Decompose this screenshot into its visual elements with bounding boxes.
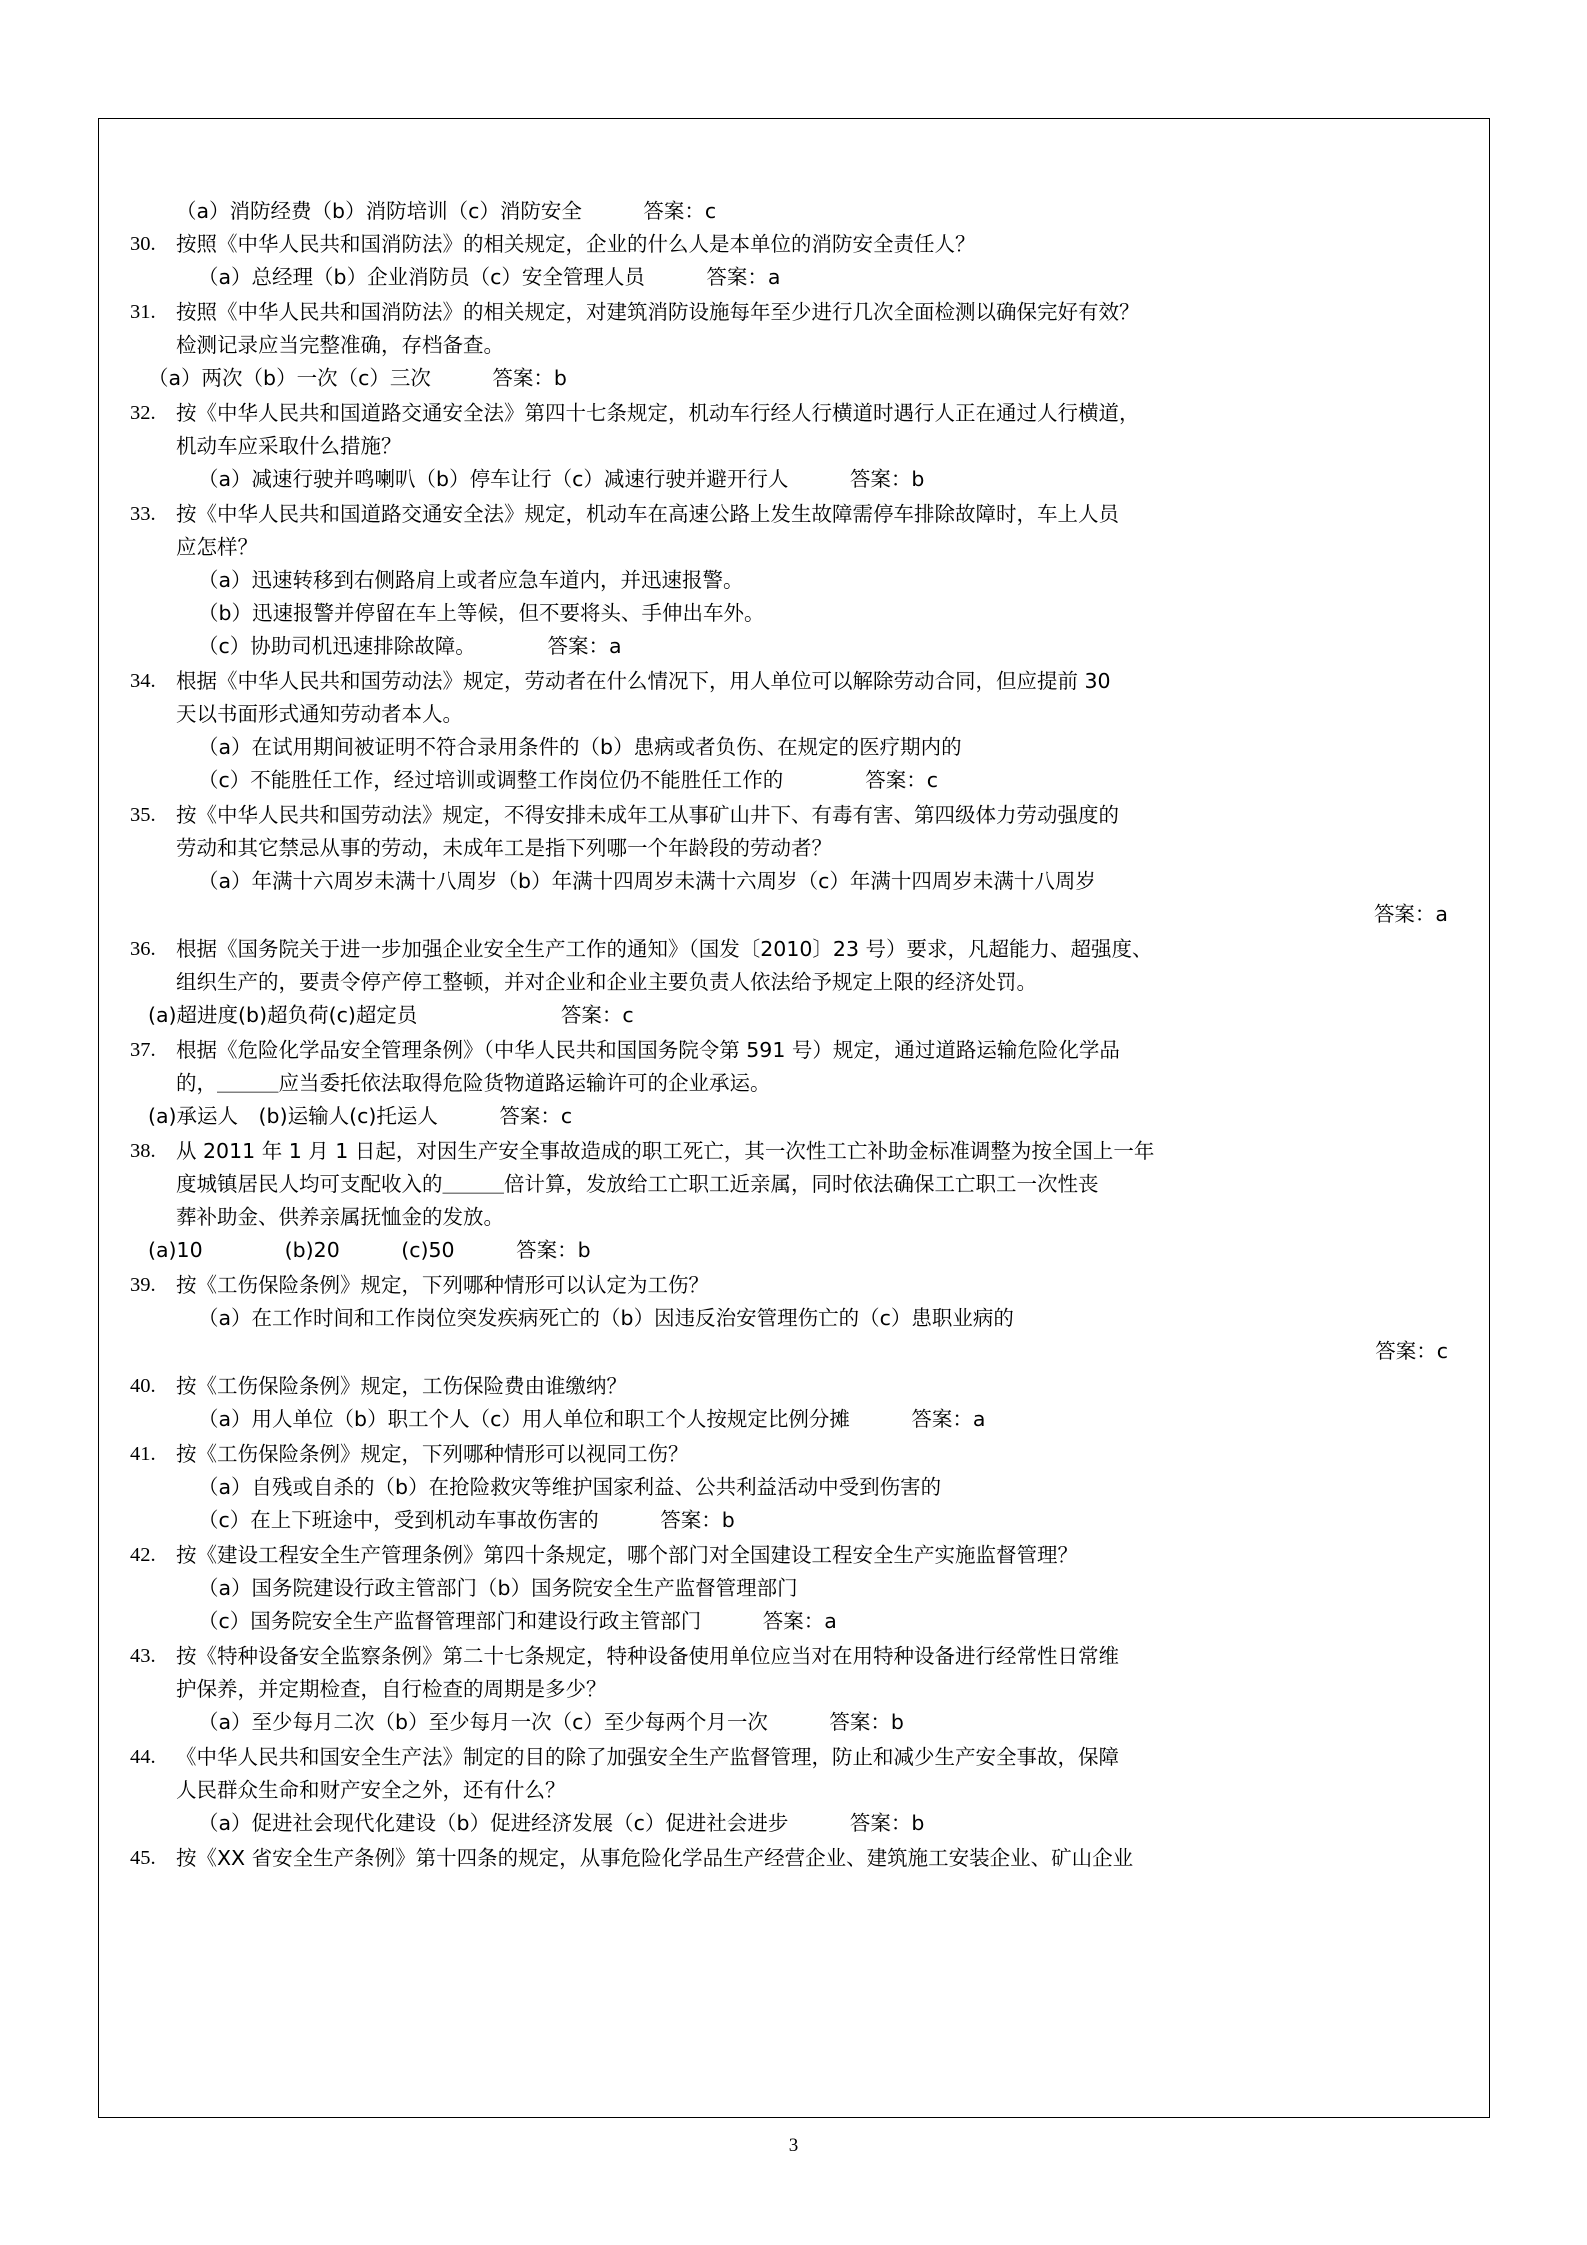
question-body [148,1034,1460,1133]
question-body [176,1842,1460,1875]
question-item [130,1640,1460,1739]
question-line: 按照《中华人民共和国消防法》的相关规定，对建筑消防设施每年至少进行几次全面检测以确保完好有效？ [176,300,1140,324]
question-line: 按《工伤保险条例》规定，工伤保险费由谁缴纳？ [176,1374,627,1398]
question-line: 护保养，并定期检查，自行检查的周期是多少？ [176,1677,607,1701]
document-body [130,195,1460,1877]
question-line: 机动车应采取什么措施？ [176,434,402,458]
question-item [130,1269,1460,1368]
question-list [130,228,1460,1875]
question-number: 42. [130,1544,156,1566]
question-line: （a）促进社会现代化建设（b）促进经济发展（c）促进社会进步 答案：b [198,1811,925,1835]
question-item [130,665,1460,797]
question-body [176,1438,1460,1537]
question-body [176,799,1460,931]
question-line: （a）至少每月二次（b）至少每月一次（c）至少每两个月一次 答案：b [198,1710,904,1734]
question-number: 33. [130,503,156,525]
question-line: 根据《国务院关于进一步加强企业安全生产工作的通知》（国发〔2010〕23 号）要求，凡超能力、超强度、 [176,937,1153,961]
question-line: 按《XX 省安全生产条例》第十四条的规定，从事危险化学品生产经营企业、建筑施工安装企业、矿山企业 [176,1846,1134,1870]
question-line: (a)10 (b)20 (c)50 答案：b [148,1238,591,1262]
question-line: （a）减速行驶并鸣喇叭（b）停车让行（c）减速行驶并避开行人 答案：b [198,467,925,491]
question-body [176,1539,1460,1638]
question-line: 从 2011 年 1 月 1 日起，对因生产安全事故造成的职工死亡，其一次性工亡补助金标准调整为按全国上一年 [176,1139,1155,1163]
question-item [130,228,1460,294]
question-number: 31. [130,301,156,323]
question-line: 按《特种设备安全监察条例》第二十七条规定，特种设备使用单位应当对在用特种设备进行经常性日常维 [176,1644,1119,1668]
question-body [176,1269,1460,1368]
question-line: 按《工伤保险条例》规定，下列哪种情形可以视同工伤？ [176,1442,689,1466]
question-item [130,1438,1460,1537]
question-item [130,397,1460,496]
question-line: 检测记录应当完整准确，存档备查。 [176,333,504,357]
question-line: 按《中华人民共和国道路交通安全法》第四十七条规定，机动车行经人行横道时遇行人正在通过人行横道， [176,401,1140,425]
question-item [130,1842,1460,1875]
question-line: (a)承运人 (b)运输人(c)托运人 答案：c [148,1104,573,1128]
question-body [176,1370,1460,1436]
question-item [130,498,1460,663]
question-item [130,296,1460,395]
question-line: 答案：a [1373,902,1448,926]
question-number: 43. [130,1645,156,1667]
question-body [176,397,1460,496]
page-number: 3 [788,2135,799,2156]
question-body [176,1640,1460,1739]
question-item [130,1034,1460,1133]
question-number: 32. [130,402,156,424]
question-line: （c）不能胜任工作，经过培训或调整工作岗位仍不能胜任工作的 答案：c [198,768,939,792]
question-number: 38. [130,1140,156,1162]
question-item [130,1741,1460,1840]
question-body [176,498,1460,663]
question-body [148,296,1460,395]
question-line: 按《建设工程安全生产管理条例》第四十条规定，哪个部门对全国建设工程安全生产实施监督管理？ [176,1543,1078,1567]
question-line: （a）国务院建设行政主管部门（b）国务院安全生产监督管理部门 [198,1576,798,1600]
question-number: 34. [130,670,156,692]
question-item [130,1370,1460,1436]
question-number: 44. [130,1746,156,1768]
question-number: 41. [130,1443,156,1465]
question-line: 按照《中华人民共和国消防法》的相关规定，企业的什么人是本单位的消防安全责任人？ [176,232,976,256]
question-line: 组织生产的，要责令停产停工整顿，并对企业和企业主要负责人依法给予规定上限的经济处罚。 [176,970,1037,994]
question-line: （a）自残或自杀的（b）在抢险救灾等维护国家利益、公共利益活动中受到伤害的 [198,1475,942,1499]
question-item [130,1135,1460,1267]
question-line: 葬补助金、供养亲属抚恤金的发放。 [176,1205,504,1229]
question-item [130,1539,1460,1638]
question-line: 按《工伤保险条例》规定，下列哪种情形可以认定为工伤？ [176,1273,709,1297]
question-line: 答案：c [1375,1339,1448,1363]
question-number: 37. [130,1039,156,1061]
question-line: 人民群众生命和财产安全之外，还有什么？ [176,1778,566,1802]
question-body [148,933,1460,1032]
question-line: （a）在试用期间被证明不符合录用条件的（b）患病或者负伤、在规定的医疗期内的 [198,735,962,759]
question-line: 的，＿＿＿应当委托依法取得危险货物道路运输许可的企业承运。 [176,1071,771,1095]
question-number: 40. [130,1375,156,1397]
question-line: 根据《中华人民共和国劳动法》规定，劳动者在什么情况下，用人单位可以解除劳动合同，但应提前 30 [176,669,1111,693]
question-number: 30. [130,233,156,255]
question-line: （c）在上下班途中，受到机动车事故伤害的 答案：b [198,1508,735,1532]
question-line: 《中华人民共和国安全生产法》制定的目的除了加强安全生产监督管理，防止和减少生产安全事故，保障 [176,1745,1119,1769]
question-line: （a）总经理（b）企业消防员（c）安全管理人员 答案：a [198,265,781,289]
question-line: 按《中华人民共和国劳动法》规定，不得安排未成年工从事矿山井下、有毒有害、第四级体力劳动强度的 [176,803,1119,827]
question-line: (a)超进度(b)超负荷(c)超定员 答案：c [148,1003,634,1027]
question-number: 36. [130,938,156,960]
question-line: （a）两次（b）一次（c）三次 答案：b [148,366,567,390]
question-line: 度城镇居民人均可支配收入的＿＿＿倍计算，发放给工亡职工近亲属，同时依法确保工亡职工一次性丧 [176,1172,1099,1196]
question-number: 45. [130,1847,156,1869]
question-line: （c）国务院安全生产监督管理部门和建设行政主管部门 答案：a [198,1609,837,1633]
question-body [176,1741,1460,1840]
question-line: （c）协助司机迅速排除故障。 答案：a [198,634,622,658]
question-number: 35. [130,804,156,826]
question-line: （a）在工作时间和工作岗位突发疾病死亡的（b）因违反治安管理伤亡的（c）患职业病的 [198,1306,1014,1330]
question-item [130,799,1460,931]
question-line: 应怎样？ [176,535,258,559]
question-line: （a）迅速转移到右侧路肩上或者应急车道内，并迅速报警。 [198,568,744,592]
question-line: （b）迅速报警并停留在车上等候，但不要将头、手伸出车外。 [198,601,765,625]
question-item [130,933,1460,1032]
question-body [176,665,1460,797]
question-body [176,228,1460,294]
question-line: （a）年满十六周岁未满十八周岁（b）年满十四周岁未满十六周岁（c）年满十四周岁未满十八周岁 [198,869,1096,893]
question-body [148,1135,1460,1267]
question-line: 按《中华人民共和国道路交通安全法》规定，机动车在高速公路上发生故障需停车排除故障时，车上人员 [176,502,1119,526]
answer-options-line: （a）消防经费（b）消防培训（c）消防安全 答案：c [176,199,717,223]
question-line: 根据《危险化学品安全管理条例》（中华人民共和国国务院令第 591 号）规定，通过道路运输危险化学品 [176,1038,1120,1062]
question-line: 劳动和其它禁忌从事的劳动，未成年工是指下列哪一个年龄段的劳动者？ [176,836,832,860]
question-line: 天以书面形式通知劳动者本人。 [176,702,463,726]
question-line: （a）用人单位（b）职工个人（c）用人单位和职工个人按规定比例分摊 答案：a [198,1407,986,1431]
question-number: 39. [130,1274,156,1296]
